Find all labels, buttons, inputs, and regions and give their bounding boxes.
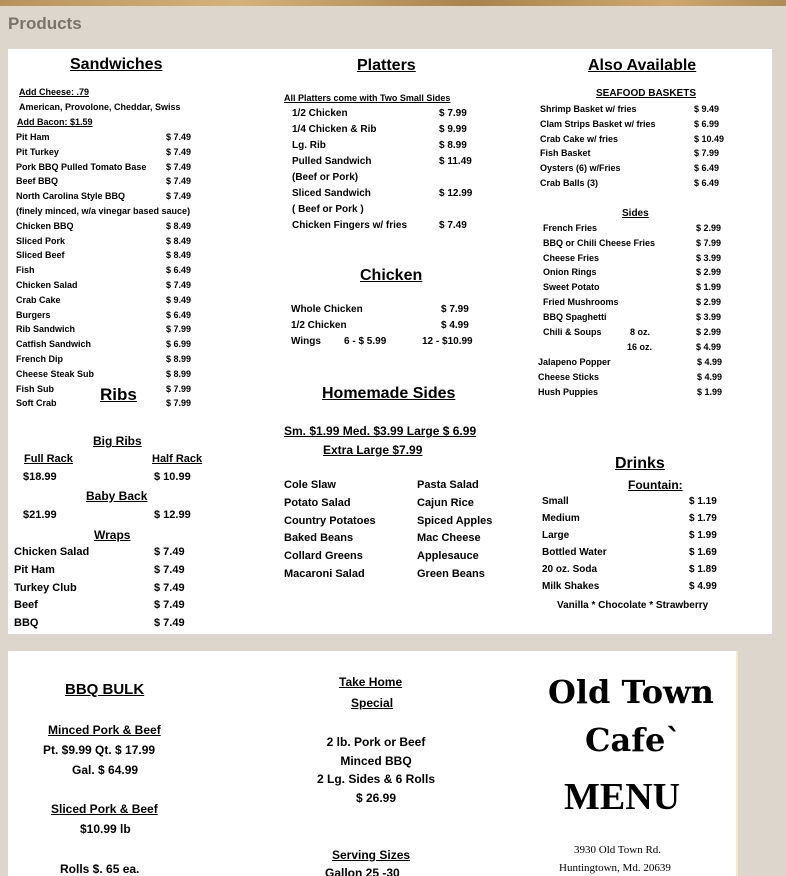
- drink-item: [542, 513, 762, 530]
- wrap-item-name: Chicken Salad: [14, 546, 90, 558]
- wrap-item: [14, 582, 214, 600]
- rolls-price: Rolls $. 65 ea.: [60, 862, 140, 876]
- sandwich-item-price: $ 7.99: [166, 383, 192, 394]
- sandwich-item-price: $ 7.49: [166, 176, 192, 187]
- sandwich-item: [16, 295, 216, 310]
- extra-item: [538, 372, 763, 387]
- wrap-item-name: Beef: [14, 599, 38, 612]
- baby-half-price: $ 12.99: [154, 509, 191, 521]
- big-full-price: $18.99: [23, 471, 57, 483]
- homemade-side-item-name: Mac Cheese: [417, 532, 481, 545]
- seafood-item: [540, 104, 760, 119]
- drink-item-price: $ 4.99: [689, 581, 717, 592]
- platter-item-name: Sliced Sandwich: [292, 188, 371, 199]
- drink-item-name: Bottled Water: [542, 547, 607, 558]
- platter-item-name: (Beef or Pork): [292, 172, 359, 183]
- take-home-line: 2 Lg. Sides & 6 Rolls: [316, 772, 436, 786]
- platter-list: [292, 108, 492, 236]
- seafood-item-name: Shrimp Basket w/ fries: [540, 104, 637, 114]
- homemade-side-item: [284, 568, 414, 586]
- extra-item-name: Jalapeno Popper: [538, 357, 611, 367]
- side-item-price: $ 2.99: [696, 223, 722, 233]
- platter-item-price: $ 12.99: [439, 188, 473, 199]
- drink-item-price: $ 1.89: [689, 564, 717, 575]
- baby-full-price: $21.99: [23, 509, 57, 521]
- wrap-item-price: $ 7.49: [154, 617, 185, 630]
- sandwich-item-price: $ 7.49: [166, 279, 192, 290]
- platter-item-name: Lg. Rib: [292, 140, 326, 151]
- side-item: [543, 282, 763, 297]
- menu-panel-bulk: [8, 651, 738, 876]
- side-item-name: Onion Rings: [543, 267, 597, 278]
- side-item: [543, 253, 763, 268]
- sandwich-item-price: $ 7.49: [166, 161, 192, 172]
- drinks-title: Drinks: [615, 455, 665, 472]
- also-available-title: Also Available: [588, 57, 697, 74]
- platters-note: All Platters come with Two Small Sides: [284, 93, 451, 103]
- seafood-item: [540, 163, 760, 178]
- sandwich-item-name: Pork BBQ Pulled Tomato Base: [16, 161, 147, 172]
- seafood-item: [540, 178, 760, 193]
- sandwich-item-price: $ 6.49: [166, 309, 192, 320]
- homemade-side-item: [284, 497, 414, 515]
- baby-back-label: Baby Back: [86, 489, 148, 503]
- sandwich-item: [16, 206, 216, 221]
- wings-6-price: 6 - $ 5.99: [344, 336, 387, 347]
- sandwich-item-name: Pit Ham: [16, 132, 50, 142]
- sandwich-item: [16, 250, 216, 265]
- drink-item-price: $ 1.69: [689, 547, 717, 558]
- sandwich-item-price: $ 7.99: [166, 324, 192, 335]
- side-item-price: $ 3.99: [696, 311, 722, 322]
- side-item: [543, 297, 763, 312]
- wrap-item-price: $ 7.49: [154, 599, 185, 612]
- chili-8oz: 8 oz.: [630, 327, 651, 337]
- platter-item-price: $ 7.49: [439, 220, 467, 231]
- platter-item: [292, 108, 492, 124]
- wrap-item: [14, 564, 214, 582]
- sandwich-list: [16, 132, 216, 413]
- sandwich-item: [16, 221, 216, 236]
- sandwich-item: [16, 176, 216, 191]
- platter-item: [292, 140, 492, 156]
- minced-prices: Pt. $9.99 Qt. $ 17.99: [43, 743, 156, 757]
- sandwich-item-name: Chicken Salad: [16, 279, 78, 290]
- ribs-title: Ribs: [100, 385, 137, 404]
- homemade-side-item: [417, 515, 547, 533]
- sandwich-item-price: $ 7.49: [166, 191, 192, 202]
- side-item-name: BBQ or Chili Cheese Fries: [543, 237, 656, 248]
- side-item-name: French Fries: [543, 223, 598, 233]
- homemade-side-item-name: Spiced Apples: [417, 514, 493, 527]
- platters-title: Platters: [357, 57, 416, 74]
- chicken-title: Chicken: [360, 267, 423, 284]
- sandwich-item-price: $ 8.99: [166, 368, 192, 379]
- sandwich-item-name: Sliced Pork: [16, 235, 66, 246]
- extra-item-price: $ 4.99: [697, 371, 723, 382]
- wrap-item: [14, 546, 214, 564]
- seafood-item-name: Fish Basket: [540, 148, 591, 159]
- seafood-item-name: Crab Cake w/ fries: [540, 133, 619, 144]
- take-home-line: $ 26.99: [355, 790, 397, 805]
- chili-16oz: 16 oz.: [627, 342, 653, 352]
- whole-chicken-price: $ 7.99: [441, 304, 469, 315]
- platter-item: [292, 220, 492, 236]
- drink-item: [542, 581, 762, 598]
- platter-item: [292, 204, 492, 220]
- sandwich-item-name: Chicken BBQ: [16, 220, 74, 231]
- sandwich-item: [16, 132, 216, 147]
- platter-item-price: $ 8.99: [439, 140, 467, 151]
- take-home-line: Minced BBQ: [340, 753, 412, 768]
- wrap-item-price: $ 7.49: [154, 563, 185, 576]
- sandwich-item-name: Soft Crab: [16, 398, 57, 409]
- platter-item: [292, 172, 492, 188]
- take-home-line: 2 lb. Pork or Beef: [326, 735, 426, 749]
- sandwich-item: [16, 236, 216, 251]
- seafood-item: [540, 119, 760, 134]
- seafood-item-price: $ 7.99: [694, 148, 720, 159]
- side-item-price: $ 2.99: [696, 267, 722, 278]
- wrap-item: [14, 599, 214, 617]
- milkshake-flavors: Vanilla * Chocolate * Strawberry: [557, 600, 709, 611]
- sandwich-item: [16, 162, 216, 177]
- side-item: [543, 238, 763, 253]
- add-bacon-label: Add Bacon: $1.59: [17, 117, 93, 127]
- full-rack-label: Full Rack: [24, 453, 73, 465]
- sandwich-item-price: $ 8.49: [166, 235, 192, 246]
- sandwich-item-name: (finely minced, w/a vinegar based sauce): [16, 205, 191, 216]
- special-title: Special: [351, 696, 394, 710]
- sandwich-item-price: $ 8.99: [166, 353, 192, 364]
- seafood-item-price: $ 6.99: [694, 118, 720, 129]
- take-home-title: Take Home: [339, 675, 403, 689]
- drink-item: [542, 530, 762, 547]
- seafood-item-name: Crab Balls (3): [540, 177, 599, 188]
- take-home-list: [286, 735, 466, 809]
- drink-item: [542, 496, 762, 513]
- sandwich-item-price: $ 7.49: [166, 146, 192, 157]
- drink-item: [542, 564, 762, 581]
- extra-item: [538, 357, 763, 372]
- sandwich-item: [16, 324, 216, 339]
- wrap-item-price: $ 7.49: [154, 581, 185, 594]
- sliced-title: Sliced Pork & Beef: [51, 802, 158, 816]
- sandwich-item: [16, 280, 216, 295]
- seafood-item: [540, 148, 760, 163]
- drink-item-price: $ 1.99: [689, 530, 717, 541]
- platter-item: [292, 188, 492, 204]
- homemade-side-item-name: Applesauce: [417, 550, 479, 563]
- minced-title: Minced Pork & Beef: [48, 723, 161, 737]
- platter-item-price: $ 11.49: [439, 156, 472, 167]
- seafood-item-price: $ 6.49: [694, 163, 720, 174]
- sandwich-item-name: Burgers: [16, 309, 51, 320]
- side-item: [543, 267, 763, 282]
- side-item-price: $ 1.99: [696, 282, 722, 293]
- side-item: [543, 312, 763, 327]
- sandwich-item: [16, 147, 216, 162]
- sandwich-item-price: $ 8.49: [166, 250, 192, 261]
- homemade-side-item: [417, 568, 547, 586]
- also-sides-list: [543, 223, 763, 327]
- platter-item-price: $ 7.99: [439, 108, 467, 119]
- homemade-side-item-name: Potato Salad: [284, 496, 351, 509]
- sandwich-item-name: Fish Sub: [16, 383, 54, 394]
- platter-item-name: Chicken Fingers w/ fries: [292, 220, 408, 231]
- homemade-sides-title: Homemade Sides: [322, 385, 456, 402]
- homemade-side-item: [284, 550, 414, 568]
- extras-list: [538, 357, 763, 401]
- add-cheese-label: Add Cheese: .79: [19, 87, 90, 97]
- sandwich-item: [16, 339, 216, 354]
- extra-item-price: $ 1.99: [697, 386, 723, 397]
- sandwich-item-name: Crab Cake: [16, 294, 61, 305]
- drink-item-name: Small: [542, 496, 569, 507]
- homemade-side-item-name: Cajun Rice: [417, 496, 474, 509]
- seafood-list: [540, 104, 760, 193]
- menu-panel-main: [8, 49, 772, 634]
- drink-item-name: Medium: [542, 513, 580, 524]
- homemade-side-item-name: Collard Greens: [284, 550, 363, 563]
- side-item-price: $ 3.99: [696, 252, 722, 263]
- sliced-price: $10.99 lb: [80, 822, 131, 836]
- homemade-side-item: [417, 550, 547, 568]
- sandwich-item-price: $ 9.49: [166, 294, 192, 305]
- sandwich-item-name: North Carolina Style BBQ: [16, 191, 126, 202]
- side-item-price: $ 2.99: [696, 296, 722, 307]
- wrap-item: [14, 617, 214, 635]
- extra-item: [538, 387, 763, 402]
- platter-item: [292, 156, 492, 172]
- sandwich-item-price: $ 6.99: [166, 339, 192, 350]
- seafood-item: [540, 134, 760, 149]
- top-border: [0, 0, 786, 6]
- menu-word: MENU: [564, 776, 681, 818]
- side-item-name: Sweet Potato: [543, 282, 600, 293]
- wrap-item-name: BBQ: [14, 617, 39, 630]
- big-ribs-label: Big Ribs: [93, 434, 142, 448]
- platter-item-name: Pulled Sandwich: [292, 156, 372, 167]
- homemade-side-item: [417, 479, 547, 497]
- seafood-item-name: Clam Strips Basket w/ fries: [540, 118, 656, 129]
- chili-8oz-price: $ 2.99: [696, 327, 722, 337]
- seafood-item-name: Oysters (6) w/Fries: [540, 163, 621, 174]
- bbq-bulk-title: BBQ BULK: [65, 681, 145, 698]
- side-item-price: $ 7.99: [696, 237, 722, 248]
- sandwich-item: [16, 191, 216, 206]
- seafood-item-price: $ 6.49: [694, 177, 720, 188]
- homemade-side-item-name: Green Beans: [417, 567, 485, 580]
- wings-12-price: 12 - $10.99: [422, 336, 473, 347]
- sandwich-item-name: Catfish Sandwich: [16, 339, 92, 350]
- homemade-sides-left-list: [284, 479, 414, 586]
- sandwich-item-name: Cheese Steak Sub: [16, 368, 95, 379]
- platter-item-name: ( Beef or Pork ): [292, 204, 364, 215]
- sandwich-item: [16, 369, 216, 384]
- homemade-side-item-name: Macaroni Salad: [284, 567, 365, 580]
- wrap-list: [14, 546, 214, 635]
- homemade-side-item-name: Pasta Salad: [417, 479, 479, 491]
- drink-item-price: $ 1.79: [689, 513, 717, 524]
- cafe-name-line2: Cafe`: [585, 721, 682, 759]
- chili-16oz-price: $ 4.99: [696, 342, 722, 352]
- drink-item-name: Large: [542, 530, 570, 541]
- drink-item-price: $ 1.19: [689, 496, 717, 507]
- side-item: [543, 223, 763, 238]
- sandwich-item-name: Beef BBQ: [16, 176, 59, 187]
- drink-item-name: Milk Shakes: [542, 581, 600, 592]
- wrap-item-name: Turkey Club: [14, 581, 77, 594]
- sandwich-item-price: $ 6.49: [166, 265, 192, 276]
- serving-line: Gallon 25 -30: [325, 866, 400, 876]
- platter-item-name: 1/2 Chicken: [292, 108, 348, 119]
- homemade-side-item-name: Cole Slaw: [284, 479, 336, 491]
- cafe-name-line1: Old Town: [548, 673, 714, 711]
- platter-item-name: 1/4 Chicken & Rib: [292, 124, 377, 135]
- sandwiches-title: Sandwiches: [70, 56, 163, 73]
- sides-extra-large: Extra Large $7.99: [323, 443, 423, 457]
- sandwich-item-name: Fish: [16, 265, 35, 276]
- homemade-sides-right-list: [417, 479, 547, 586]
- big-half-price: $ 10.99: [154, 471, 191, 483]
- homemade-side-item: [417, 532, 547, 550]
- side-item-name: Fried Mushrooms: [543, 296, 619, 307]
- homemade-side-item-name: Country Potatoes: [284, 514, 376, 527]
- extra-item-price: $ 4.99: [697, 357, 723, 367]
- drink-item: [542, 547, 762, 564]
- half-chicken-price: $ 4.99: [441, 320, 469, 331]
- sandwich-item-name: French Dip: [16, 353, 64, 364]
- side-item-name: Cheese Fries: [543, 252, 600, 263]
- sandwich-item-name: Rib Sandwich: [16, 324, 76, 335]
- sandwich-item-price: $ 8.49: [166, 220, 192, 231]
- sandwich-item: [16, 265, 216, 280]
- sandwich-item-name: Pit Turkey: [16, 146, 59, 157]
- homemade-side-item: [284, 479, 414, 497]
- fountain-label: Fountain:: [628, 478, 683, 492]
- wings-name: Wings: [291, 336, 321, 347]
- sandwich-item-price: $ 7.49: [166, 132, 192, 142]
- platter-item: [292, 124, 492, 140]
- wrap-item-name: Pit Ham: [14, 563, 55, 576]
- platter-item-price: $ 9.99: [439, 124, 467, 135]
- homemade-side-item: [284, 532, 414, 550]
- half-rack-label: Half Rack: [152, 453, 203, 465]
- sandwich-item-name: Sliced Beef: [16, 250, 65, 261]
- seafood-item-price: $ 9.49: [694, 104, 720, 114]
- address-line1: 3930 Old Town Rd.: [574, 844, 662, 856]
- side-item-name: BBQ Spaghetti: [543, 311, 607, 322]
- sides-sizes-line: Sm. $1.99 Med. $3.99 Large $ 6.99: [284, 424, 477, 438]
- serving-sizes-title: Serving Sizes: [332, 848, 411, 862]
- homemade-side-item-name: Baked Beans: [284, 532, 354, 545]
- drinks-list: [542, 496, 762, 598]
- homemade-side-item: [417, 497, 547, 515]
- half-chicken-name: 1/2 Chicken: [291, 320, 347, 331]
- chili-soups-name: Chili & Soups: [543, 327, 602, 337]
- sides-title: Sides: [622, 208, 649, 219]
- seafood-baskets-title: SEAFOOD BASKETS: [596, 88, 697, 99]
- wraps-title: Wraps: [94, 528, 131, 542]
- extra-item-name: Hush Puppies: [538, 386, 599, 397]
- cheese-types: American, Provolone, Cheddar, Swiss: [19, 102, 181, 112]
- whole-chicken-name: Whole Chicken: [291, 304, 363, 315]
- address-line2: Huntingtown, Md. 20639: [559, 862, 671, 874]
- wrap-item-price: $ 7.49: [154, 546, 185, 558]
- gallon-price: Gal. $ 64.99: [72, 763, 139, 777]
- seafood-item-price: $ 10.49: [694, 133, 725, 144]
- page-title: Products: [8, 14, 82, 33]
- extra-item-name: Cheese Sticks: [538, 371, 600, 382]
- sandwich-item-price: $ 7.99: [166, 398, 192, 409]
- sandwich-item: [16, 354, 216, 369]
- sandwich-item: [16, 310, 216, 325]
- drink-item-name: 20 oz. Soda: [542, 564, 598, 575]
- homemade-side-item: [284, 515, 414, 533]
